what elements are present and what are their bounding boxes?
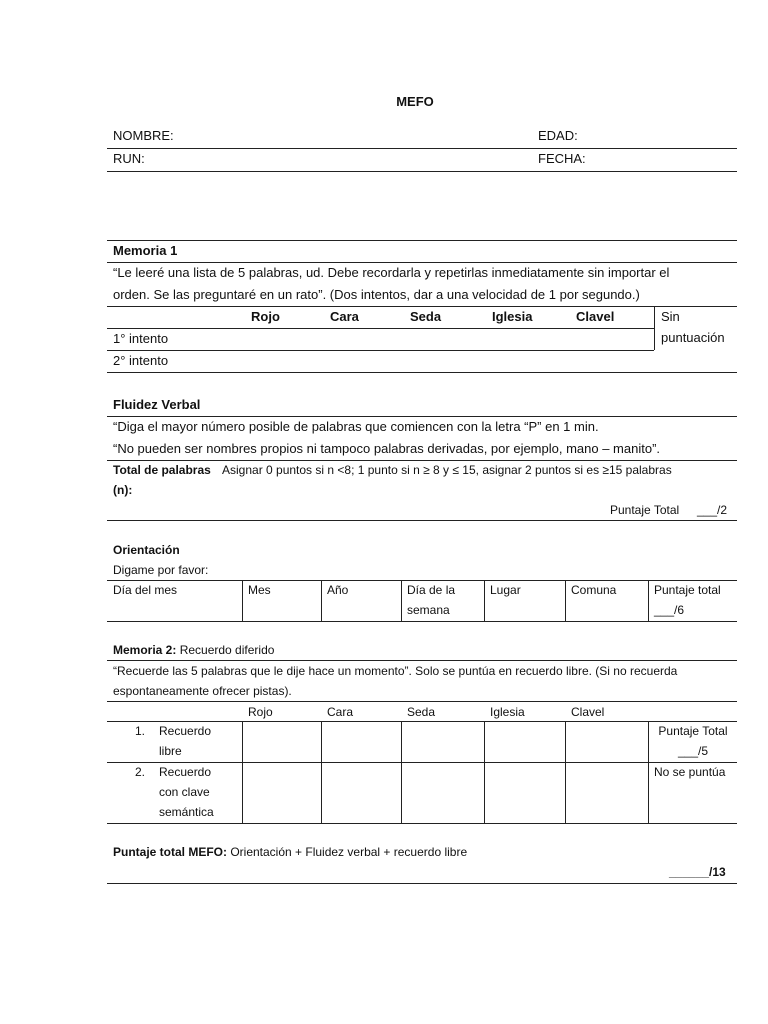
total-label-bold: Puntaje total MEFO: — [113, 845, 227, 859]
divider — [107, 621, 737, 622]
fecha-label: FECHA: — [538, 151, 586, 166]
memoria2-row-num: 2. — [135, 765, 146, 779]
memoria2-heading-rest: Recuerdo diferido — [176, 643, 275, 657]
orientacion-col: Año — [327, 583, 349, 597]
memoria2-no-score: No se puntúa — [654, 765, 726, 779]
fluidez-scoring: Asignar 0 puntos si n <8; 1 punto si n ≥ 8 y ≤ 15, asignar 2 puntos si es ≥15 palabras — [222, 463, 672, 477]
fluidez-heading: Fluidez Verbal — [113, 397, 201, 412]
memoria1-note: Sin — [661, 309, 680, 324]
orientacion-col: Día del mes — [113, 583, 178, 597]
memoria2-word: Clavel — [571, 705, 605, 719]
orientacion-col: Puntaje total — [654, 583, 721, 597]
orientacion-col: semana — [407, 603, 450, 617]
fluidez-total-label: Total de palabras — [113, 463, 211, 477]
memoria1-row-label: 2° intento — [113, 353, 169, 368]
memoria2-heading-bold: Memoria 2: — [113, 643, 177, 657]
memoria1-note: puntuación — [661, 330, 725, 345]
run-label: RUN: — [113, 151, 145, 166]
divider — [401, 721, 402, 823]
divider — [107, 148, 737, 149]
fluidez-instruction-1: “Diga el mayor número posible de palabras que comiencen con la letra “P” en 1 min. — [113, 419, 599, 434]
divider — [565, 580, 566, 621]
divider — [107, 520, 737, 521]
divider — [107, 240, 737, 241]
orientacion-col: Mes — [248, 583, 271, 597]
divider — [107, 823, 737, 824]
total-label — [113, 842, 467, 862]
divider — [484, 721, 485, 823]
divider — [565, 721, 566, 823]
memoria2-row-label: semántica — [159, 805, 214, 819]
fluidez-score-label: Puntaje Total — [610, 503, 680, 517]
memoria2-score-label: Puntaje Total — [658, 724, 728, 738]
fluidez-instruction-2: “No pueden ser nombres propios ni tampoco palabras derivadas, por ejemplo, mano – manito”. — [113, 441, 661, 456]
orientacion-score-value: ___/6 — [654, 603, 685, 617]
fluidez-score-value: ___/2 — [697, 503, 728, 517]
divider — [242, 721, 243, 823]
divider — [107, 328, 654, 329]
memoria2-heading — [113, 640, 274, 660]
memoria1-row-label: 1° intento — [113, 331, 169, 346]
divider — [654, 306, 655, 350]
divider — [107, 171, 737, 172]
page-title: MEFO — [396, 94, 434, 109]
memoria2-instruction-2: espontaneamente ofrecer pistas). — [113, 684, 292, 698]
memoria1-word: Cara — [330, 309, 359, 324]
memoria2-row-label: Recuerdo — [159, 724, 212, 738]
total-formula: Orientación + Fluidez verbal + recuerdo libre — [227, 845, 468, 859]
divider — [107, 350, 654, 351]
memoria1-instruction-1: “Le leeré una lista de 5 palabras, ud. Debe recordarla y repetirlas inmediatamente sin importar el — [113, 265, 670, 280]
orientacion-col: Día de la — [407, 583, 456, 597]
fluidez-total-label: (n): — [113, 483, 133, 497]
edad-label: EDAD: — [538, 128, 578, 143]
memoria2-row-label: Recuerdo — [159, 765, 212, 779]
memoria2-row-num: 1. — [135, 724, 146, 738]
memoria2-word: Cara — [327, 705, 354, 719]
divider — [107, 883, 737, 884]
divider — [107, 372, 737, 373]
total-value: ______/13 — [669, 865, 726, 879]
orientacion-col: Comuna — [571, 583, 617, 597]
memoria1-word: Rojo — [251, 309, 280, 324]
divider — [648, 580, 649, 621]
nombre-label: NOMBRE: — [113, 128, 174, 143]
memoria2-row-label: libre — [159, 744, 182, 758]
memoria1-word: Seda — [410, 309, 442, 324]
divider — [401, 580, 402, 621]
divider — [242, 580, 243, 621]
memoria1-word: Iglesia — [492, 309, 533, 324]
memoria1-heading: Memoria 1 — [113, 243, 178, 258]
memoria2-word: Iglesia — [490, 705, 525, 719]
orientacion-heading: Orientación — [113, 543, 180, 557]
divider — [321, 721, 322, 823]
memoria2-row-label: con clave — [159, 785, 210, 799]
memoria2-instruction-1: “Recuerde las 5 palabras que le dije hace un momento”. Solo se puntúa en recuerdo libre. (Si no recuerda — [113, 664, 678, 678]
memoria1-word: Clavel — [576, 309, 615, 324]
divider — [484, 580, 485, 621]
orientacion-prompt: Digame por favor: — [113, 563, 209, 577]
memoria2-word: Seda — [407, 705, 436, 719]
memoria2-word: Rojo — [248, 705, 273, 719]
orientacion-col: Lugar — [490, 583, 521, 597]
memoria2-score-value: ___/5 — [677, 744, 709, 758]
divider — [321, 580, 322, 621]
memoria1-instruction-2: orden. Se las preguntaré en un rato”. (Dos intentos, dar a una velocidad de 1 por segundo.) — [113, 287, 640, 302]
